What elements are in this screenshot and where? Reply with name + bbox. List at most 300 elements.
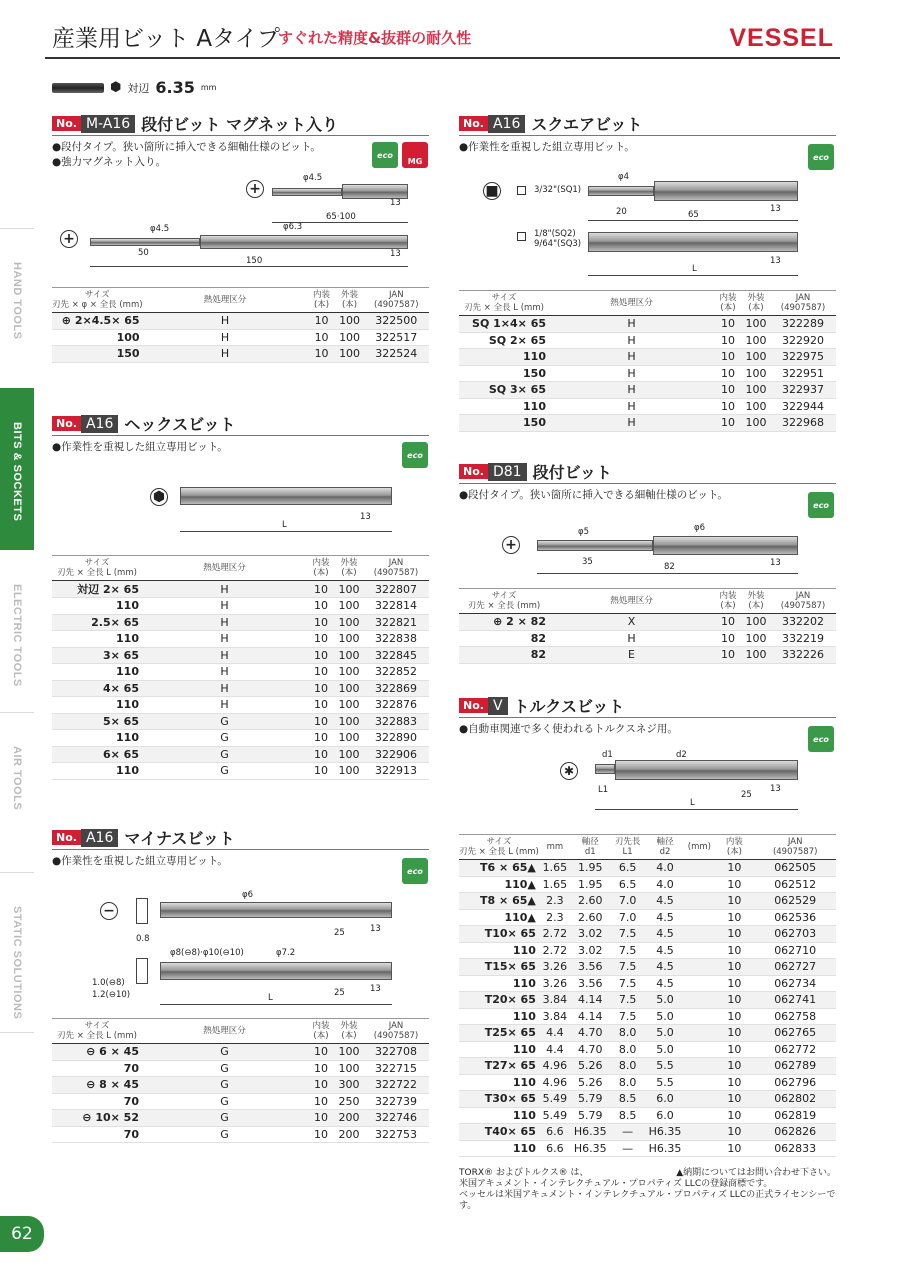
sidebar-item-electric-tools[interactable]	[0, 550, 34, 712]
cell-size: 110	[459, 1041, 539, 1058]
footnote: ベッセルは米国アキュメント・インテレクチュアル・プロパティズ LLCの正式ライセンシーです。	[459, 1190, 836, 1211]
minus-table: サイズ 刃先 × 全長 L (mm) 熱処理区分 内装 (本) 外装 (本) JAN (4907587) ⊖ 6 × 45 G 10 100 322708 70 G 10 100 322715 ⊖ 8 × 45 G 10 300 322722 70 G 10 250 322739 ⊖ 10× 52 G 10 200 322746 70 G 10 200 322753	[52, 1018, 429, 1143]
dim-label: φ6	[242, 890, 254, 900]
cell-inner: 10	[714, 349, 742, 366]
cell-inner: 10	[714, 992, 754, 1009]
table-row	[459, 1074, 836, 1091]
cell-inner: 10	[714, 926, 754, 943]
dim-label: φ5	[578, 527, 590, 537]
dim-label: φ6.3	[283, 222, 303, 232]
cell-L1: 7.5	[610, 975, 646, 992]
cell-outer: 300	[335, 1077, 363, 1094]
no-tag: No.	[52, 830, 81, 845]
cell-unit	[684, 1041, 714, 1058]
cell-outer: 100	[335, 647, 363, 664]
dim-label: 13	[360, 512, 371, 522]
sidebar-label: AIR TOOLS	[11, 746, 23, 811]
cell-outer: 100	[335, 664, 363, 681]
cell-size: 70	[52, 1126, 142, 1143]
cell-inner: 10	[714, 860, 754, 877]
dim-label: d1	[602, 750, 613, 760]
cell-heat: G	[142, 1077, 307, 1094]
dim-label: φ6	[694, 523, 706, 533]
dim-label: 3/32"(SQ1)	[534, 185, 582, 195]
table-row	[459, 382, 836, 399]
table-row	[459, 860, 836, 877]
table-row	[459, 1107, 836, 1124]
section-description: ●段付タイプ。狭い箇所に挿入できる細軸仕様のビット。 ●強力マグネット入り。	[52, 141, 321, 168]
cell-L1: 7.5	[610, 992, 646, 1009]
eco-badge-icon: eco	[808, 492, 834, 518]
eco-badge-icon: eco	[402, 442, 428, 468]
section-description: ●作業性を重視した組立専用ビット。	[52, 855, 228, 867]
shank-spec	[52, 78, 216, 97]
eco-badge-icon: eco	[402, 858, 428, 884]
cell-heat: H	[549, 365, 714, 382]
cell-size: 6× 65	[52, 746, 142, 763]
cell-inner: 10	[714, 398, 742, 415]
cell-L1: 7.5	[610, 942, 646, 959]
cell-unit	[684, 876, 714, 893]
cell-L1: 8.0	[610, 1025, 646, 1042]
cell-size: 110	[52, 664, 142, 681]
bit-drawing	[90, 238, 200, 246]
cell-inner: 10	[307, 713, 335, 730]
cell-heat: H	[142, 697, 307, 714]
cell-d2: 4.5	[646, 959, 685, 976]
cell-d1: 5.79	[571, 1107, 610, 1124]
dim-label: L1	[598, 785, 609, 795]
slotted-side-icon	[136, 958, 148, 984]
cell-jan: 322814	[363, 598, 429, 615]
cell-d2: H6.35	[646, 1124, 685, 1141]
bit-drawing	[654, 181, 798, 201]
sidebar-item-bits-sockets[interactable]	[0, 388, 34, 550]
table-row	[52, 713, 429, 730]
cell-jan: 062772	[754, 1041, 836, 1058]
sidebar-label: HAND TOOLS	[11, 262, 23, 340]
model-tag: M-A16	[81, 115, 135, 133]
cell-jan: 062727	[754, 959, 836, 976]
cell-jan: 322845	[363, 647, 429, 664]
cell-heat: H	[549, 398, 714, 415]
cell-jan: 062512	[754, 876, 836, 893]
cell-size: 110	[459, 1107, 539, 1124]
no-tag: No.	[52, 416, 81, 431]
cell-d1: 2.60	[571, 893, 610, 910]
cell-inner: 10	[714, 1091, 754, 1108]
cell-mm: 4.96	[539, 1074, 571, 1091]
cell-L1: 8.0	[610, 1058, 646, 1075]
cell-mm: 5.49	[539, 1091, 571, 1108]
sidebar-label: ELECTRIC TOOLS	[11, 584, 23, 687]
cell-d2: 4.5	[646, 926, 685, 943]
cell-jan: 062789	[754, 1058, 836, 1075]
phillips-tip-icon: +	[246, 180, 264, 198]
bit-drawing	[615, 760, 798, 780]
table-row	[52, 329, 429, 346]
cell-inner: 10	[714, 415, 742, 432]
dim-label: 25	[334, 988, 345, 998]
cell-heat: H	[142, 664, 307, 681]
cell-jan: 322739	[363, 1093, 429, 1110]
cell-d1: 5.26	[571, 1074, 610, 1091]
torx-tip-icon: ✱	[560, 762, 578, 780]
page-number: 62	[0, 1216, 44, 1252]
spec-unit: mm	[200, 83, 217, 92]
magnet-badge-icon: MG	[402, 142, 428, 168]
cell-heat: G	[142, 730, 307, 747]
table-row	[459, 959, 836, 976]
footnote: ▲納期についてはお問い合わせ下さい。	[676, 1168, 836, 1178]
cell-size: 82	[459, 647, 549, 664]
cell-jan: 322951	[770, 365, 836, 382]
table-row	[459, 893, 836, 910]
cell-heat: H	[142, 631, 307, 648]
hex-tip-icon: ⬢	[150, 488, 168, 506]
section-description: ●作業性を重視した組立専用ビット。	[52, 441, 228, 453]
cell-outer: 100	[335, 581, 363, 598]
bit-drawing	[160, 962, 392, 980]
cell-size: 2.5× 65	[52, 614, 142, 631]
model-tag: A16	[81, 415, 118, 433]
col-inner: 内装 (本)	[308, 288, 336, 313]
cell-d1: 4.14	[571, 992, 610, 1009]
model-tag: V	[488, 697, 508, 715]
cell-size: 110	[52, 697, 142, 714]
phillips-tip-icon: +	[502, 536, 520, 554]
cell-jan: 322906	[363, 746, 429, 763]
cell-inner: 10	[714, 876, 754, 893]
bit-drawing	[342, 184, 408, 199]
cell-d1: 4.14	[571, 1008, 610, 1025]
cell-heat: G	[142, 746, 307, 763]
bit-drawing	[537, 540, 653, 551]
cell-outer: 100	[336, 313, 364, 330]
dim-line	[595, 809, 798, 810]
cell-mm: 4.4	[539, 1041, 571, 1058]
cell-d1: 5.79	[571, 1091, 610, 1108]
cell-outer: 100	[742, 316, 770, 333]
cell-d1: 3.02	[571, 942, 610, 959]
cell-d1: H6.35	[571, 1124, 610, 1141]
cell-jan: 322753	[363, 1126, 429, 1143]
no-tag: No.	[459, 116, 488, 131]
dim-label: 65	[688, 210, 699, 220]
dim-label: 50	[138, 248, 149, 258]
square-table: サイズ 刃先 × 全長 L (mm) 熱処理区分 内装 (本) 外装 (本) JAN (4907587) SQ 1×4× 65 H 10 100 322289 SQ 2× 65 H 10 100 322920 110 H 10 100 322975 150 H 10 100 322951 SQ 3× 65 H 10 100 322937 110 H 10 100 322944 150 H 10 100 322968	[459, 290, 836, 432]
cell-L1: 7.5	[610, 926, 646, 943]
table-row	[459, 926, 836, 943]
cell-d2: 4.0	[646, 876, 685, 893]
cell-d2: H6.35	[646, 1140, 685, 1157]
table-row	[459, 1091, 836, 1108]
cell-jan: 322876	[363, 697, 429, 714]
dim-label: L	[690, 798, 695, 808]
section-title-text: トルクスビット	[513, 697, 625, 716]
cell-jan: 062734	[754, 975, 836, 992]
section-title-text: 段付ビット	[532, 463, 612, 482]
cell-outer: 100	[742, 332, 770, 349]
dim-label: 25	[334, 928, 345, 938]
bit-drawing	[653, 536, 798, 555]
cell-inner: 10	[307, 730, 335, 747]
section-title-ma16	[52, 112, 338, 135]
cell-jan: 322500	[364, 313, 429, 330]
cell-jan: 322883	[363, 713, 429, 730]
sidebar-item-air-tools[interactable]	[0, 712, 34, 872]
cell-size: T8 × 65▲	[459, 893, 539, 910]
square-tip-icon: ■	[483, 182, 501, 200]
cell-jan: 332219	[770, 630, 836, 647]
cell-jan: 062802	[754, 1091, 836, 1108]
dim-label: L	[268, 993, 273, 1003]
eco-badge-icon: eco	[808, 144, 834, 170]
cell-size: ⊖ 6 × 45	[52, 1044, 142, 1061]
cell-mm: 3.84	[539, 992, 571, 1009]
sidebar-item-static-solutions[interactable]	[0, 872, 34, 1032]
table-row	[459, 316, 836, 333]
dim-label: 35	[582, 557, 593, 567]
cell-mm: 3.84	[539, 1008, 571, 1025]
cell-jan: 322920	[770, 332, 836, 349]
cell-d2: 5.5	[646, 1058, 685, 1075]
cell-d2: 4.5	[646, 975, 685, 992]
cell-unit	[684, 893, 714, 910]
brand-logo: VESSEL	[729, 24, 834, 52]
section-rule	[52, 435, 429, 436]
cell-size: T10× 65	[459, 926, 539, 943]
cell-jan: 062765	[754, 1025, 836, 1042]
cell-jan: 322913	[363, 763, 429, 780]
cell-size: T30× 65	[459, 1091, 539, 1108]
cell-jan: 322944	[770, 398, 836, 415]
sidebar-item-hand-tools[interactable]	[0, 228, 34, 388]
cell-L1: 8.0	[610, 1041, 646, 1058]
cell-inner: 10	[714, 1058, 754, 1075]
cell-inner: 10	[714, 1008, 754, 1025]
cell-size: 3× 65	[52, 647, 142, 664]
section-title-hex	[52, 412, 236, 435]
dim-label: 65·100	[326, 212, 356, 222]
cell-d1: H6.35	[571, 1140, 610, 1157]
footnotes	[459, 1168, 836, 1212]
cell-size: 対辺 2× 65	[52, 581, 142, 598]
cell-heat: H	[142, 614, 307, 631]
model-tag: A16	[81, 829, 118, 847]
bit-drawing	[160, 902, 392, 918]
cell-d1: 5.26	[571, 1058, 610, 1075]
section-title-text: 段付ビット マグネット入り	[141, 115, 338, 134]
section-title-d81	[459, 460, 612, 483]
dim-line	[537, 573, 798, 574]
cell-inner: 10	[714, 382, 742, 399]
sidebar-label: STATIC SOLUTIONS	[11, 906, 23, 1020]
cell-jan: 322852	[363, 664, 429, 681]
cell-unit	[684, 1025, 714, 1042]
cell-d2: 6.0	[646, 1091, 685, 1108]
cell-inner: 10	[714, 1107, 754, 1124]
cell-inner: 10	[714, 909, 754, 926]
cell-inner: 10	[307, 1044, 335, 1061]
section-description: ●段付タイプ。狭い箇所に挿入できる細軸仕様のビット。	[459, 489, 728, 501]
cell-size: ⊖ 10× 52	[52, 1110, 142, 1127]
cell-L1: 6.5	[610, 876, 646, 893]
phillips-tip-icon: +	[60, 230, 78, 248]
dim-label: 150	[246, 256, 263, 266]
footnote: TORX® およびトルクス® は、	[459, 1168, 589, 1178]
cell-outer: 100	[742, 349, 770, 366]
cell-jan: 322937	[770, 382, 836, 399]
cell-unit	[684, 942, 714, 959]
cell-unit	[684, 992, 714, 1009]
cell-heat: G	[142, 1126, 307, 1143]
cell-size: 110	[459, 1008, 539, 1025]
cell-size: SQ 2× 65	[459, 332, 549, 349]
cell-size: 150	[459, 415, 549, 432]
cell-size: 5× 65	[52, 713, 142, 730]
cell-L1: 7.0	[610, 893, 646, 910]
cell-heat: H	[549, 332, 714, 349]
table-row	[52, 680, 429, 697]
ma16-table	[52, 287, 429, 363]
cell-heat: G	[142, 713, 307, 730]
dim-label: 13	[770, 204, 781, 214]
cell-d1: 1.95	[571, 876, 610, 893]
cell-outer: 100	[336, 346, 364, 363]
cell-size: ⊕ 2×4.5× 65	[52, 313, 143, 330]
cell-outer: 100	[335, 680, 363, 697]
cell-jan: 062703	[754, 926, 836, 943]
table-row	[52, 614, 429, 631]
cell-unit	[684, 926, 714, 943]
sidebar-label: BITS & SOCKETS	[11, 422, 23, 522]
cell-jan: 322968	[770, 415, 836, 432]
bit-drawing	[200, 235, 408, 249]
cell-L1: 7.0	[610, 909, 646, 926]
cell-jan: 322869	[363, 680, 429, 697]
model-tag: D81	[488, 463, 527, 481]
cell-size: 110	[52, 598, 142, 615]
table-row	[52, 664, 429, 681]
cell-d2: 5.0	[646, 1008, 685, 1025]
cell-jan: 322821	[363, 614, 429, 631]
cell-inner: 10	[307, 746, 335, 763]
cell-size: 110	[459, 975, 539, 992]
table-row	[459, 1058, 836, 1075]
table-row	[459, 1124, 836, 1141]
bit-drawing	[595, 764, 615, 774]
cell-jan: 062529	[754, 893, 836, 910]
cell-size: 110	[52, 763, 142, 780]
dim-label: L	[282, 520, 287, 530]
cell-inner: 10	[714, 647, 742, 664]
table-row	[52, 581, 429, 598]
table-row	[52, 631, 429, 648]
section-title-text: マイナスビット	[124, 829, 235, 848]
table-row	[459, 992, 836, 1009]
dim-label: L	[692, 264, 697, 274]
cell-size: 110▲	[459, 909, 539, 926]
cell-unit	[684, 1124, 714, 1141]
table-row	[52, 730, 429, 747]
cell-heat: E	[549, 647, 714, 664]
cell-heat: H	[549, 630, 714, 647]
bit-icon	[52, 83, 104, 93]
cell-size: T20× 65	[459, 992, 539, 1009]
cell-outer: 100	[335, 746, 363, 763]
cell-size: 150	[52, 346, 143, 363]
col-outer: 外装 (本)	[336, 288, 364, 313]
cell-jan: 062826	[754, 1124, 836, 1141]
cell-size: SQ 3× 65	[459, 382, 549, 399]
cell-size: ⊖ 8 × 45	[52, 1077, 142, 1094]
cell-unit	[684, 1140, 714, 1157]
cell-inner: 10	[714, 1140, 754, 1157]
cell-L1: 8.0	[610, 1074, 646, 1091]
cell-size: 82	[459, 630, 549, 647]
cell-outer: 100	[742, 365, 770, 382]
cell-heat: H	[142, 598, 307, 615]
dim-label: 13	[770, 558, 781, 568]
col-size: サイズ 刃先 × φ × 全長 (mm)	[52, 288, 143, 313]
spec-size: 6.35	[155, 78, 195, 97]
cell-outer: 100	[335, 598, 363, 615]
table-row	[459, 1025, 836, 1042]
cell-d2: 5.5	[646, 1074, 685, 1091]
cell-heat: H	[142, 581, 307, 598]
d81-table: サイズ 刃先 × 全長 (mm) 熱処理区分 内装 (本) 外装 (本) JAN (4907587) ⊕ 2 × 82 X 10 100 332202 82 H 10 100 332219 82 E 10 100 332226	[459, 588, 836, 664]
cell-unit	[684, 1107, 714, 1124]
square-icon	[517, 232, 526, 241]
footnote: 米国アキュメント・インテレクチュアル・プロパティズ LLCの登録商標です。	[459, 1179, 773, 1189]
cell-size: 70	[52, 1093, 142, 1110]
cell-heat: H	[143, 313, 308, 330]
table-row	[52, 763, 429, 780]
cell-inner: 10	[714, 893, 754, 910]
no-tag: No.	[459, 698, 488, 713]
cell-outer: 100	[335, 1060, 363, 1077]
cell-inner: 10	[307, 763, 335, 780]
cell-d1: 1.95	[571, 860, 610, 877]
cell-jan: 062819	[754, 1107, 836, 1124]
cell-inner: 10	[307, 1126, 335, 1143]
cell-inner: 10	[307, 664, 335, 681]
cell-heat: H	[142, 647, 307, 664]
cell-jan: 322746	[363, 1110, 429, 1127]
table-row	[459, 975, 836, 992]
cell-inner: 10	[714, 959, 754, 976]
cell-outer: 100	[336, 329, 364, 346]
cell-mm: 1.65	[539, 860, 571, 877]
dim-label: φ8(⊖8)·φ10(⊖10)	[170, 948, 244, 958]
cell-inner: 10	[714, 1025, 754, 1042]
dim-label: 13	[770, 256, 781, 266]
cell-heat: H	[549, 382, 714, 399]
table-row	[52, 346, 429, 363]
bit-drawing	[588, 186, 654, 196]
dim-label: φ4.5	[150, 224, 170, 234]
table-row	[52, 746, 429, 763]
cell-size: 70	[52, 1060, 142, 1077]
cell-mm: 4.96	[539, 1058, 571, 1075]
cell-size: T40× 65	[459, 1124, 539, 1141]
cell-L1: 8.5	[610, 1091, 646, 1108]
dim-label: 20	[616, 207, 627, 217]
dim-label: 1.0(⊖8)	[92, 978, 125, 988]
cell-inner: 10	[307, 697, 335, 714]
table-row	[52, 598, 429, 615]
